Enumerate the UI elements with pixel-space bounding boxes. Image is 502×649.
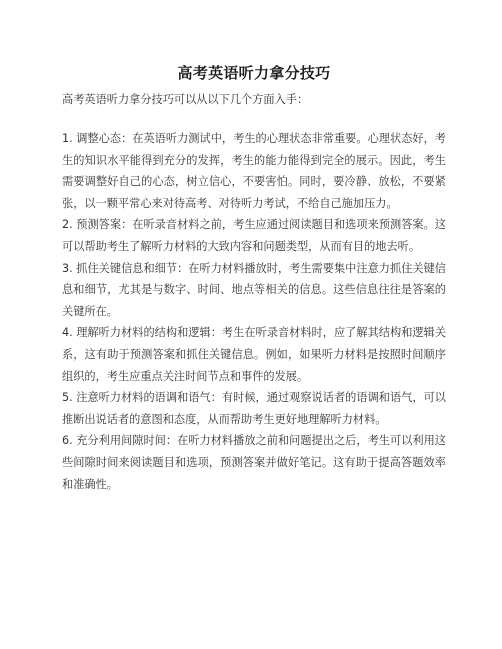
tip-item-1: 1. 调整心态：在英语听力测试中，考生的心理状态非常重要。心理状态好，考生的知识水平能得到充分的发挥，考生的能力能得到完全的展示。因此，考生需要调整好自己的心态，树立信心，不要害怕。同时，要冷静、放松，不要紧张，以一颗平常心来对待高考、对待听力考试，不给自己施加压力。 xyxy=(62,132,446,210)
document-title: 高考英语听力拿分技巧 xyxy=(177,64,331,82)
tip-item-3: 3. 抓住关键信息和细节：在听力材料播放时，考生需要集中注意力抓住关键信息和细节，尤其是与数字、时间、地点等相关的信息。这些信息往往是答案的关键所在。 xyxy=(62,261,446,318)
intro-paragraph: 高考英语听力拿分技巧可以从以下几个方面入手： xyxy=(62,93,309,106)
tip-item-2: 2. 预测答案：在听录音材料之前，考生应通过阅读题目和选项来预测答案。这可以帮助考生了解听力材料的大致内容和问题类型，从而有目的地去听。 xyxy=(62,218,446,253)
tip-item-6: 6. 充分利用间隙时间：在听力材料播放之前和问题提出之后，考生可以利用这些间隙时间来阅读题目和选项，预测答案并做好笔记。这有助于提高答题效率和准确性。 xyxy=(62,434,446,491)
tip-item-4: 4. 理解听力材料的结构和逻辑：考生在听录音材料时，应了解其结构和逻辑关系，这有助于预测答案和抓住关键信息。例如，如果听力材料是按照时间顺序组织的，考生应重点关注时间节点和事件的发展。 xyxy=(62,326,446,383)
tip-item-5: 5. 注意听力材料的语调和语气：有时候，通过观察说话者的语调和语气，可以推断出说话者的意图和态度，从而帮助考生更好地理解听力材料。 xyxy=(62,391,446,426)
